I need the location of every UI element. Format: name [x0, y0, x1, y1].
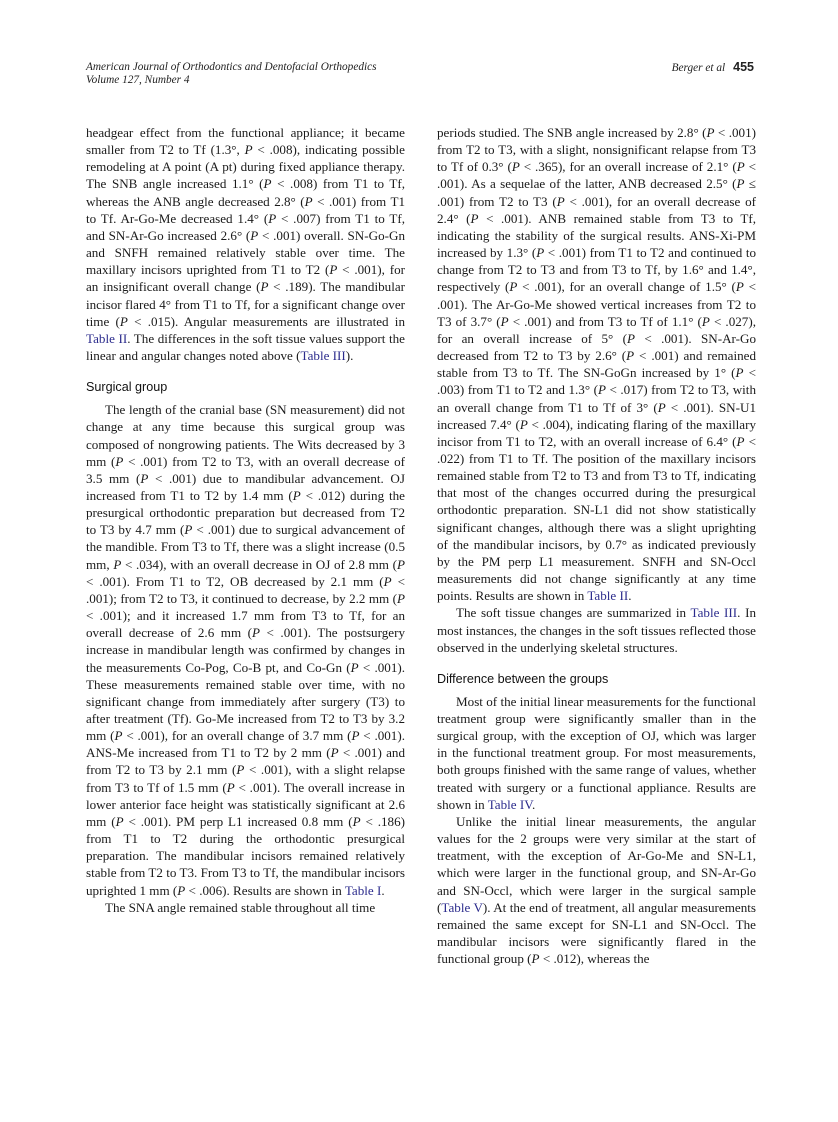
authors: Berger et al — [671, 62, 726, 74]
paragraph: headgear effect from the functional appliance; it became smaller from T2 to Tf (1.3°, P < .008), indicating possible remodeling at A point (A pt) during fixed appliance therapy. The SNB angle increased 1.1° (P < .008) from T1 to Tf, whereas the ANB angle decreased 2.8° (P < .001) from T1 to Tf. Ar-Go-Me decreased 1.4° (P < .007) from T1 to Tf, and SN-Ar-Go increased 2.6° (P < .001) overall. SN-Go-Gn and SNFH remained relatively stable over time. The maxillary incisors uprighted from T1 to T2 (P < .001), for an insignificant overall change (P < .189). The mandibular incisor flared 4° from T1 to Tf, for a significant change over time (P < .015). Angular measurements are illustrated in Table II. The differences in the soft tissue values support the linear and angular changes noted above (Table III). — [86, 125, 406, 364]
paragraph: periods studied. The SNB angle increased by 2.8° (P < .001) from T2 to T3, with a slight, nonsignificant relapse from T3 to Tf of 0.3° (P < .365), for an overall increase of 2.1° (P < .001). As a sequelae of the latter, ANB decreased 2.5° (P ≤ .001) from T2 to T3 (P < .001), for an overall decrease of 2.4° (P < .001). ANB remained stable from T3 to Tf, indicating the stability of the surgical results. ANS-Xi-PM increased by 1.3° (P < .001) from T1 to T2 and continued to change from T2 to T3 and from T3 to Tf, by 1.6° and 1.4°, respectively (P < .001), for an overall change of 1.5° (P < .001). The Ar-Go-Me showed vertical increases from T2 to T3 of 3.7° (P < .001) and from T3 to Tf of 1.1° (P < .027), for an overall increase of 5° (P < .001). SN-Ar-Go decreased from T2 to T3 by 2.6° (P < .001) and remained stable from T3 to Tf. The SN-GoGn increased by 1° (P < .003) from T1 to T2 and 1.3° (P < .017) from T2 to T3, with an overall change from T1 to Tf of 3° (P < .001). SN-U1 increased 7.4° (P < .004), indicating flaring of the maxillary incisor from T1 to T2, with an overall increase of 6.4° (P < .022) from T1 to Tf. The position of the maxillary incisors remained stable from T2 to T3 and from T3 to Tf, indicating that most of the changes occurred during the presurgical orthodontic preparation. SN-L1 did not show statistically significant changes, although there was a slight uprighting of the mandibular incisors, by 0.7° as indicated previously by the PM perp L1 measurement. SNFH and SN-Occl measurements did not change significantly at any time points. Results are shown in Table II. — [437, 125, 756, 604]
journal-volume: Volume 127, Number 4 — [86, 74, 190, 86]
paragraph: Most of the initial linear measurements for the functional treatment group were significantly smaller than in the surgical group, with the exception of OJ, which was larger in the functional treatment group. For most measurements, both groups finished with the same range of values, whether treated with surgery or a functional appliance. Results are shown in Table IV. — [437, 693, 756, 812]
table-4-link[interactable]: Table IV — [487, 796, 532, 812]
table-2-link[interactable]: Table II — [86, 330, 128, 346]
section-heading-difference-between-groups: Difference between the groups — [437, 671, 609, 686]
table-5-link[interactable]: Table V — [441, 899, 483, 915]
table-3-link[interactable]: Table III — [300, 348, 346, 364]
table-2-link[interactable]: Table II — [587, 588, 629, 604]
table-3-link[interactable]: Table III — [690, 605, 738, 621]
paragraph: Unlike the initial linear measurements, the angular values for the 2 groups were very similar at the start of treatment, with the exception of Ar-Go-Me and SN-L1, which were larger in the functional group, and SN-Ar-Go and SN-Occl, which were larger in the surgical sample (Table V). At the end of treatment, all angular measurements remained the same except for SN-L1 and SN-Occl. The mandibular incisors were significantly flared in the functional group (P < .012), whereas the — [437, 813, 756, 967]
paragraph: The soft tissue changes are summarized in Table III. In most instances, the changes in the soft tissues reflected those observed in the underlying skeletal structures. — [437, 605, 756, 655]
table-1-link[interactable]: Table I — [344, 882, 382, 898]
left-column — [86, 124, 405, 916]
header-right — [672, 61, 754, 75]
right-column — [437, 124, 756, 967]
journal-title: American Journal of Orthodontics and Dentofacial Orthopedics — [86, 61, 377, 73]
paragraph: The length of the cranial base (SN measurement) did not change at any time because this surgical group was composed of nongrowing patients. The Wits decreased by 3 mm (P < .001) from T2 to T3, with an overall decrease of 3.5 mm (P < .001) due to mandibular advancement. OJ increased from T1 to T2 by 1.4 mm (P < .012) during the presurgical orthodontic preparation but decreased from T2 to T3 by 4.7 mm (P < .001) due to surgical advancement of the mandible. From T3 to Tf, there was a slight increase (0.5 mm, P < .034), with an overall decrease in OJ of 2.8 mm (P < .001). From T1 to T2, OB decreased by 2.1 mm (P < .001); from T2 to T3, it continued to decrease, by 2.2 mm (P < .001); and it increased 1.7 mm from T3 to Tf, for an overall decrease of 2.6 mm (P < .001). The postsurgery increase in mandibular length was confirmed by changes in the measurements Co-Pog, Co-B pt, and Co-Gn (P < .001). These measurements remained stable over time, with no significant change from immediately after surgery (T3) to after treatment (Tf). Go-Me increased from T2 to T3 by 3.2 mm (P < .001), for an overall change of 3.7 mm (P < .001). ANS-Me increased from T1 to T2 by 2 mm (P < .001) and from T2 to T3 by 2.1 mm (P < .001), with a slight relapse from T3 to Tf of 1.5 mm (P < .001). The overall increase in lower anterior face height was statistically significant at 2.6 mm (P < .001). PM perp L1 increased 0.8 mm (P < .186) from T1 to T2 during the orthodontic presurgical preparation. The mandibular incisors remained relatively stable from T2 to T3. From T3 to Tf, the mandibular incisors uprighted 1 mm (P < .006). Results are shown in Table I. — [86, 402, 406, 898]
paragraph: The SNA angle remained stable throughout all time — [105, 899, 376, 915]
running-header — [86, 61, 754, 87]
page-number: 455 — [733, 60, 754, 74]
section-heading-surgical-group: Surgical group — [86, 380, 168, 395]
